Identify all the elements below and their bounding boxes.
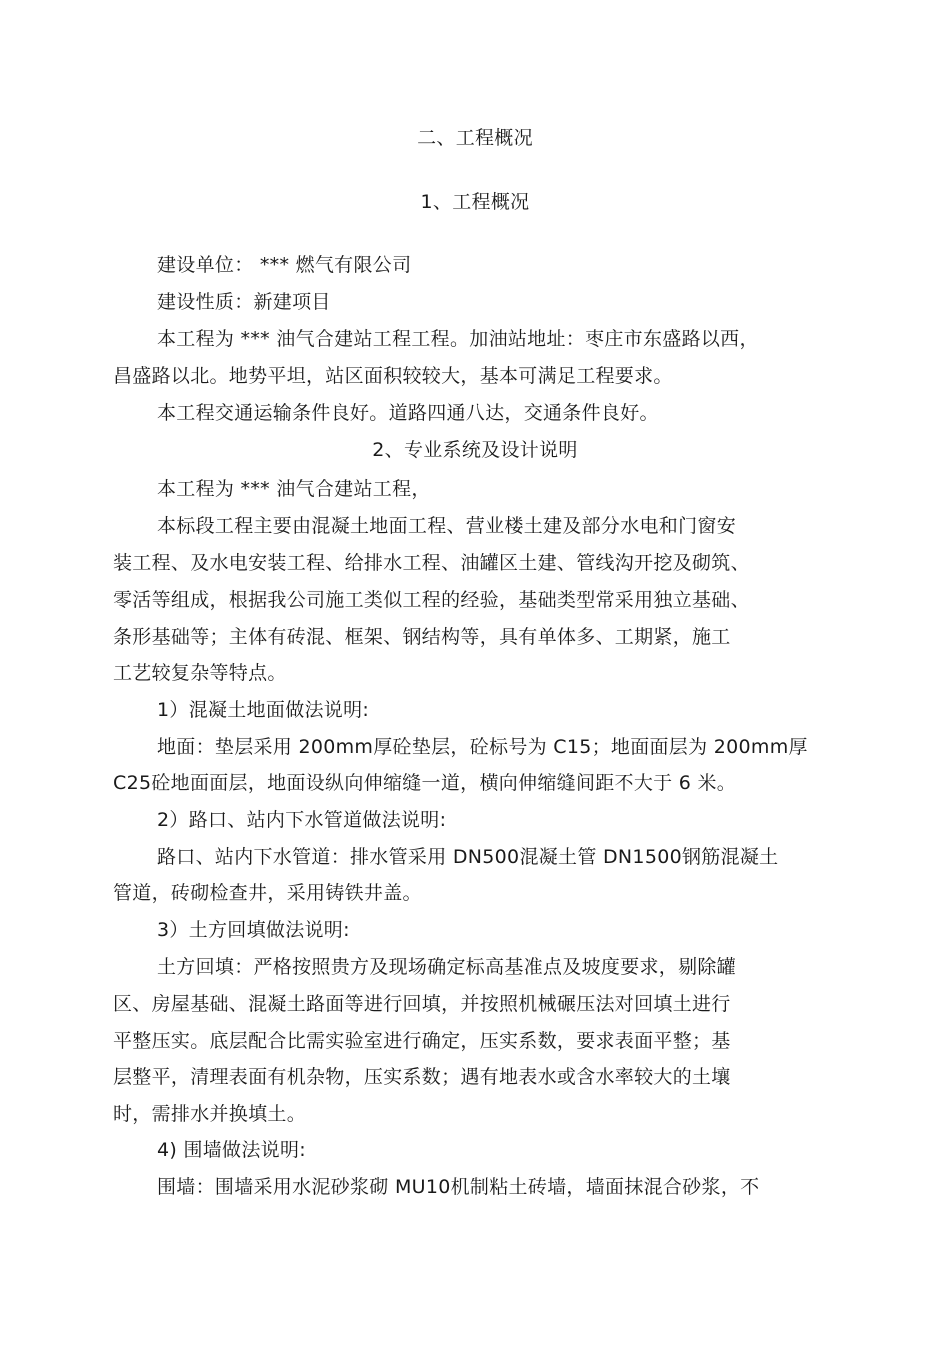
text-line: 路口、站内下水管道：排水管采用 DN500混凝土管 DN1500钢筋混凝土 [157, 846, 779, 868]
text-line: 昌盛路以北。地势平坦，站区面积较较大，基本可满足工程要求。 [113, 365, 673, 387]
text-line: C25砼地面面层，地面设纵向伸缩缝一道，横向伸缩缝间距不大于 6 米。 [113, 772, 737, 794]
text-line: 地面：垫层采用 200mm厚砼垫层，砼标号为 C15；地面面层为 200mm厚 [157, 736, 808, 758]
text-line: 本工程为 *** 油气合建站工程工程。加油站地址：枣庄市东盛路以西， [157, 328, 759, 350]
text-line: 本工程为 *** 油气合建站工程， [157, 478, 431, 500]
text-line: 时，需排水并换填土。 [113, 1103, 307, 1125]
item-heading: 2）路口、站内下水管道做法说明: [157, 809, 447, 831]
subsection-title: 1、工程概况 [420, 191, 530, 213]
text-line: 工艺较复杂等特点。 [113, 662, 287, 684]
text-line: 条形基础等；主体有砖混、框架、钢结构等，具有单体多、工期紧，施工 [113, 626, 731, 648]
text-line: 本标段工程主要由混凝土地面工程、营业楼土建及部分水电和门窗安 [157, 515, 737, 537]
item-heading: 1）混凝土地面做法说明: [157, 699, 370, 721]
item-heading: 3）土方回填做法说明: [157, 919, 350, 941]
text-line: 零活等组成，根据我公司施工类似工程的经验，基础类型常采用独立基础、 [113, 589, 750, 611]
text-line: 装工程、及水电安装工程、给排水工程、油罐区土建、管线沟开挖及砌筑、 [113, 552, 750, 574]
text-line: 土方回填：严格按照贵方及现场确定标高基准点及坡度要求，剔除罐 [157, 956, 737, 978]
section-title: 二、工程概况 [417, 127, 533, 149]
subsection-title: 2、专业系统及设计说明 [372, 439, 578, 461]
text-line: 平整压实。底层配合比需实验室进行确定，压实系数，要求表面平整；基 [113, 1030, 731, 1052]
text-line: 层整平，清理表面有机杂物，压实系数；遇有地表水或含水率较大的土壤 [113, 1066, 731, 1088]
text-line: 本工程交通运输条件良好。道路四通八达，交通条件良好。 [157, 402, 659, 424]
text-line: 区、房屋基础、混凝土路面等进行回填，并按照机械碾压法对回填土进行 [113, 993, 731, 1015]
text-line: 建设单位： *** 燃气有限公司 [157, 254, 412, 276]
item-heading: 4) 围墙做法说明: [157, 1139, 306, 1161]
text-line: 建设性质：新建项目 [157, 291, 331, 313]
text-line: 围墙：围墙采用水泥砂浆砌 MU10机制粘土砖墙，墙面抹混合砂浆，不 [157, 1176, 760, 1198]
text-line: 管道，砖砌检查井，采用铸铁井盖。 [113, 882, 422, 904]
